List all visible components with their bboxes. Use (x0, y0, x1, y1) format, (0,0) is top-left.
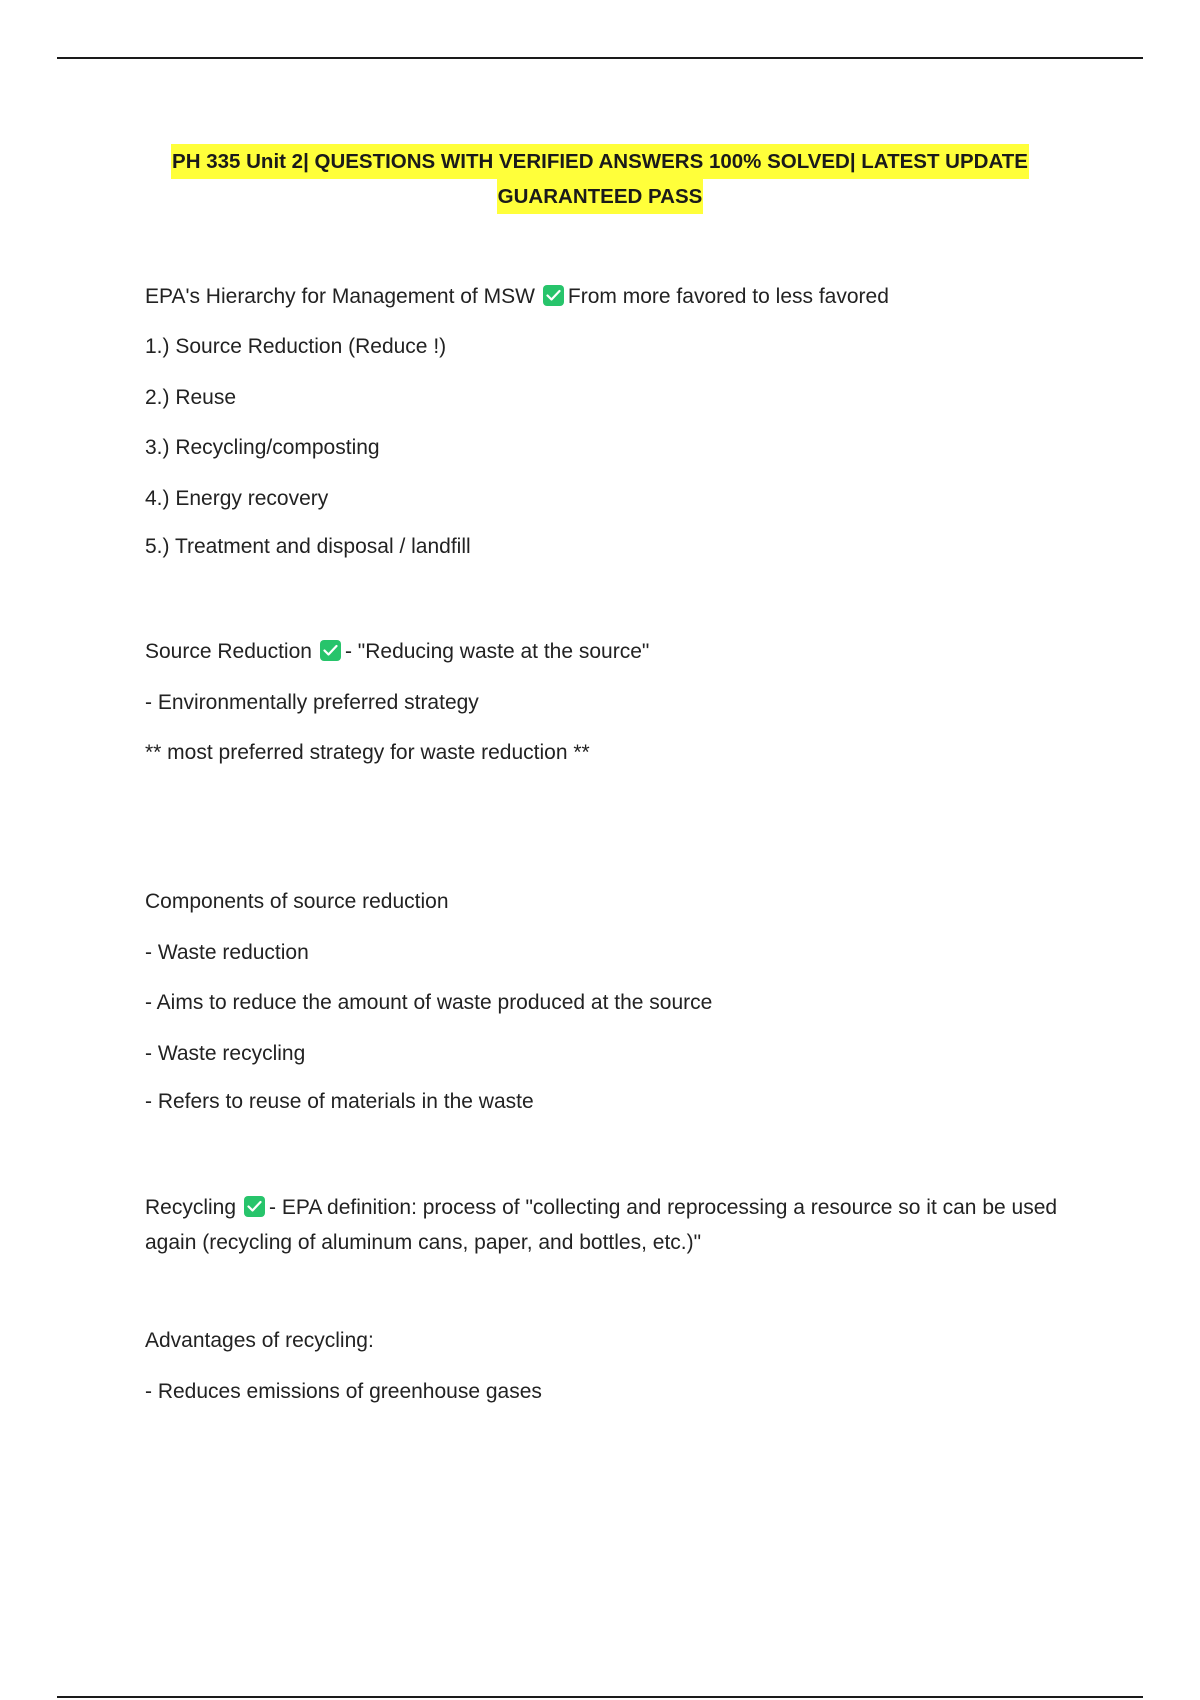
title-line-1: PH 335 Unit 2| QUESTIONS WITH VERIFIED ANSWERS 100% SOLVED| LATEST UPDATE (171, 144, 1029, 179)
advantages-heading: Advantages of recycling: (145, 1329, 374, 1352)
source-reduction-question-line (145, 639, 649, 665)
components-item: - Waste reduction (145, 941, 309, 964)
hierarchy-question: EPA's Hierarchy for Management of MSW (145, 285, 535, 308)
hierarchy-item: 3.) Recycling/composting (145, 436, 380, 459)
components-item: - Waste recycling (145, 1042, 306, 1065)
components-heading: Components of source reduction (145, 890, 449, 913)
hierarchy-item: 2.) Reuse (145, 386, 237, 409)
source-reduction-item: ** most preferred strategy for waste reduction ** (145, 741, 590, 764)
source-reduction-question: Source Reduction (145, 640, 312, 663)
check-icon (244, 1196, 265, 1217)
bottom-rule (57, 1696, 1143, 1698)
hierarchy-answer: From more favored to less favored (567, 285, 889, 308)
hierarchy-item: 1.) Source Reduction (Reduce !) (145, 335, 447, 358)
source-reduction-item: - Environmentally preferred strategy (145, 691, 479, 714)
check-icon (320, 640, 341, 661)
recycling-question: Recycling (145, 1196, 237, 1219)
hierarchy-item: 4.) Energy recovery (145, 487, 329, 510)
recycling-paragraph (145, 1190, 1065, 1260)
advantages-item: - Reduces emissions of greenhouse gases (145, 1380, 542, 1403)
hierarchy-item: 5.) Treatment and disposal / landfill (145, 535, 471, 558)
components-item: - Aims to reduce the amount of waste produced at the source (145, 991, 713, 1014)
document-title (0, 144, 1200, 214)
components-item: - Refers to reuse of materials in the waste (145, 1090, 534, 1113)
source-reduction-answer: - "Reducing waste at the source" (344, 640, 650, 663)
title-line-2: GUARANTEED PASS (497, 179, 704, 214)
check-icon (543, 285, 564, 306)
recycling-answer: - EPA definition: process of "collecting and reprocessing a resource so it can be used again (recycling of aluminum cans, paper, and bottles, etc.)" (145, 1196, 1058, 1254)
hierarchy-question-line (145, 284, 889, 310)
top-rule (57, 57, 1143, 59)
